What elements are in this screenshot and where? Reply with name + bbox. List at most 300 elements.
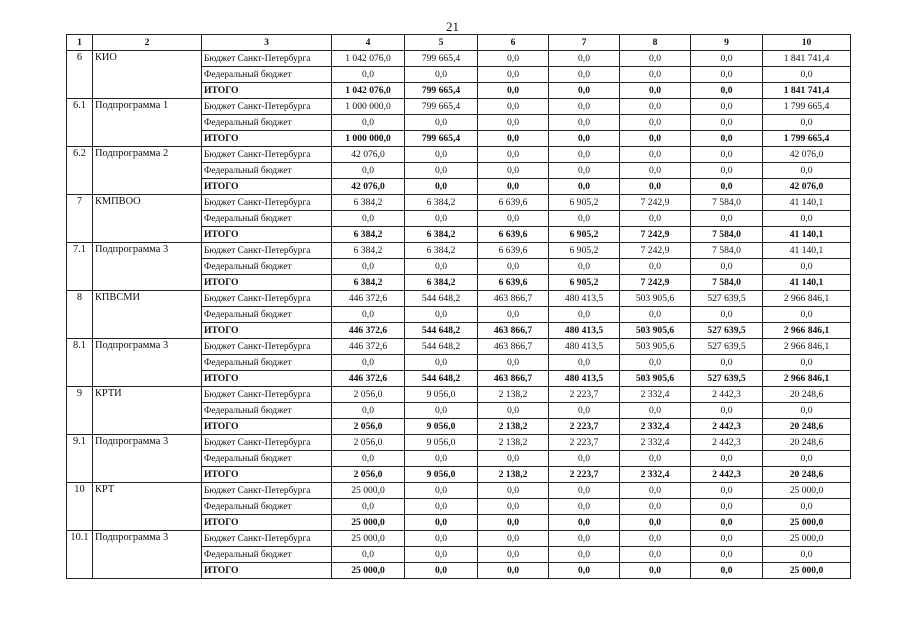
amount-cell: 544 648,2: [405, 323, 478, 339]
amount-cell: 0,0: [620, 99, 691, 115]
table-row: [67, 291, 851, 307]
amount-cell: 2 442,3: [691, 419, 763, 435]
amount-cell: 0,0: [405, 451, 478, 467]
program-name: Подпрограмма 1: [93, 99, 202, 147]
amount-cell: 2 332,4: [620, 467, 691, 483]
amount-cell: 0,0: [478, 451, 549, 467]
amount-cell: 446 372,6: [332, 371, 405, 387]
column-header: 1: [67, 35, 93, 51]
funding-source: ИТОГО: [202, 179, 332, 195]
amount-cell: 0,0: [763, 403, 851, 419]
column-header: 9: [691, 35, 763, 51]
amount-cell: 0,0: [549, 115, 620, 131]
amount-cell: 0,0: [691, 451, 763, 467]
amount-cell: 0,0: [478, 531, 549, 547]
amount-cell: 2 138,2: [478, 435, 549, 451]
amount-cell: 480 413,5: [549, 371, 620, 387]
amount-cell: 463 866,7: [478, 371, 549, 387]
amount-cell: 20 248,6: [763, 419, 851, 435]
row-number: 7.1: [67, 243, 93, 291]
program-name: КРТИ: [93, 387, 202, 435]
amount-cell: 0,0: [478, 403, 549, 419]
amount-cell: 463 866,7: [478, 323, 549, 339]
amount-cell: 0,0: [763, 451, 851, 467]
funding-source: ИТОГО: [202, 323, 332, 339]
amount-cell: 20 248,6: [763, 387, 851, 403]
amount-cell: 0,0: [691, 563, 763, 579]
funding-source: Федеральный бюджет: [202, 163, 332, 179]
amount-cell: 0,0: [763, 547, 851, 563]
amount-cell: 0,0: [620, 67, 691, 83]
program-name: Подпрограмма 3: [93, 531, 202, 579]
amount-cell: 6 905,2: [549, 275, 620, 291]
amount-cell: 0,0: [691, 259, 763, 275]
amount-cell: 799 665,4: [405, 51, 478, 67]
amount-cell: 0,0: [478, 259, 549, 275]
funding-source: Федеральный бюджет: [202, 115, 332, 131]
funding-source: Федеральный бюджет: [202, 499, 332, 515]
amount-cell: 0,0: [620, 499, 691, 515]
funding-source: Бюджет Санкт-Петербурга: [202, 147, 332, 163]
column-header: 5: [405, 35, 478, 51]
amount-cell: 20 248,6: [763, 467, 851, 483]
amount-cell: 7 584,0: [691, 243, 763, 259]
amount-cell: 42 076,0: [332, 147, 405, 163]
amount-cell: 0,0: [478, 563, 549, 579]
amount-cell: 6 384,2: [332, 243, 405, 259]
funding-source: ИТОГО: [202, 563, 332, 579]
amount-cell: 0,0: [763, 499, 851, 515]
funding-source: Федеральный бюджет: [202, 451, 332, 467]
amount-cell: 6 384,2: [405, 227, 478, 243]
amount-cell: 2 966 846,1: [763, 371, 851, 387]
amount-cell: 0,0: [620, 515, 691, 531]
amount-cell: 0,0: [549, 131, 620, 147]
amount-cell: 463 866,7: [478, 339, 549, 355]
table-body: [67, 51, 851, 579]
amount-cell: 9 056,0: [405, 387, 478, 403]
amount-cell: 446 372,6: [332, 291, 405, 307]
amount-cell: 0,0: [332, 307, 405, 323]
column-header: 7: [549, 35, 620, 51]
amount-cell: 0,0: [549, 99, 620, 115]
amount-cell: 1 000 000,0: [332, 99, 405, 115]
amount-cell: 0,0: [763, 67, 851, 83]
amount-cell: 0,0: [620, 355, 691, 371]
amount-cell: 0,0: [691, 99, 763, 115]
table-row: [67, 387, 851, 403]
funding-source: Бюджет Санкт-Петербурга: [202, 387, 332, 403]
amount-cell: 0,0: [549, 67, 620, 83]
amount-cell: 0,0: [620, 563, 691, 579]
row-number: 6.2: [67, 147, 93, 195]
program-name: КПВСМИ: [93, 291, 202, 339]
amount-cell: 799 665,4: [405, 83, 478, 99]
amount-cell: 41 140,1: [763, 243, 851, 259]
amount-cell: 0,0: [478, 83, 549, 99]
amount-cell: 0,0: [620, 147, 691, 163]
amount-cell: 480 413,5: [549, 323, 620, 339]
amount-cell: 0,0: [549, 179, 620, 195]
amount-cell: 41 140,1: [763, 195, 851, 211]
amount-cell: 6 905,2: [549, 243, 620, 259]
table-row: [67, 99, 851, 115]
funding-source: Бюджет Санкт-Петербурга: [202, 339, 332, 355]
funding-source: Бюджет Санкт-Петербурга: [202, 243, 332, 259]
amount-cell: 0,0: [549, 403, 620, 419]
amount-cell: 7 242,9: [620, 227, 691, 243]
amount-cell: 480 413,5: [549, 291, 620, 307]
row-number: 10.1: [67, 531, 93, 579]
amount-cell: 0,0: [620, 51, 691, 67]
amount-cell: 799 665,4: [405, 99, 478, 115]
amount-cell: 0,0: [405, 147, 478, 163]
program-name: КИО: [93, 51, 202, 99]
amount-cell: 0,0: [620, 179, 691, 195]
amount-cell: 0,0: [620, 115, 691, 131]
funding-source: Федеральный бюджет: [202, 403, 332, 419]
funding-source: Бюджет Санкт-Петербурга: [202, 291, 332, 307]
amount-cell: 0,0: [691, 483, 763, 499]
amount-cell: 0,0: [549, 499, 620, 515]
amount-cell: 0,0: [549, 259, 620, 275]
amount-cell: 6 639,6: [478, 243, 549, 259]
amount-cell: 0,0: [691, 163, 763, 179]
program-name: Подпрограмма 3: [93, 243, 202, 291]
funding-source: Бюджет Санкт-Петербурга: [202, 51, 332, 67]
amount-cell: 1 841 741,4: [763, 83, 851, 99]
amount-cell: 6 639,6: [478, 227, 549, 243]
amount-cell: 7 584,0: [691, 275, 763, 291]
amount-cell: 0,0: [763, 211, 851, 227]
amount-cell: 0,0: [405, 211, 478, 227]
program-name: Подпрограмма 2: [93, 147, 202, 195]
amount-cell: 25 000,0: [763, 531, 851, 547]
amount-cell: 2 442,3: [691, 435, 763, 451]
amount-cell: 0,0: [332, 211, 405, 227]
amount-cell: 2 966 846,1: [763, 339, 851, 355]
program-name: КРТ: [93, 483, 202, 531]
amount-cell: 2 056,0: [332, 467, 405, 483]
amount-cell: 0,0: [332, 499, 405, 515]
amount-cell: 41 140,1: [763, 275, 851, 291]
funding-source: ИТОГО: [202, 419, 332, 435]
amount-cell: 6 384,2: [332, 275, 405, 291]
amount-cell: 0,0: [332, 403, 405, 419]
amount-cell: 6 905,2: [549, 195, 620, 211]
row-number: 9.1: [67, 435, 93, 483]
funding-source: ИТОГО: [202, 83, 332, 99]
amount-cell: 1 000 000,0: [332, 131, 405, 147]
amount-cell: 0,0: [478, 51, 549, 67]
amount-cell: 0,0: [691, 515, 763, 531]
amount-cell: 25 000,0: [763, 563, 851, 579]
amount-cell: 6 384,2: [405, 243, 478, 259]
amount-cell: 446 372,6: [332, 323, 405, 339]
amount-cell: 2 056,0: [332, 387, 405, 403]
amount-cell: 1 042 076,0: [332, 83, 405, 99]
amount-cell: 25 000,0: [763, 515, 851, 531]
amount-cell: 0,0: [620, 547, 691, 563]
amount-cell: 0,0: [691, 531, 763, 547]
amount-cell: 0,0: [691, 355, 763, 371]
amount-cell: 1 042 076,0: [332, 51, 405, 67]
amount-cell: 544 648,2: [405, 371, 478, 387]
amount-cell: 0,0: [478, 67, 549, 83]
amount-cell: 0,0: [478, 211, 549, 227]
amount-cell: 527 639,5: [691, 339, 763, 355]
amount-cell: 0,0: [620, 531, 691, 547]
amount-cell: 0,0: [405, 67, 478, 83]
amount-cell: 0,0: [549, 451, 620, 467]
amount-cell: 2 223,7: [549, 387, 620, 403]
amount-cell: 0,0: [549, 547, 620, 563]
amount-cell: 0,0: [332, 115, 405, 131]
table-row: [67, 51, 851, 67]
amount-cell: 6 384,2: [405, 195, 478, 211]
amount-cell: 42 076,0: [763, 147, 851, 163]
amount-cell: 7 584,0: [691, 195, 763, 211]
amount-cell: 0,0: [405, 531, 478, 547]
page-number: 21: [446, 19, 459, 34]
funding-source: Федеральный бюджет: [202, 211, 332, 227]
amount-cell: 2 223,7: [549, 435, 620, 451]
amount-cell: 7 242,9: [620, 243, 691, 259]
funding-source: Федеральный бюджет: [202, 547, 332, 563]
amount-cell: 446 372,6: [332, 339, 405, 355]
amount-cell: 25 000,0: [763, 483, 851, 499]
amount-cell: 0,0: [620, 163, 691, 179]
amount-cell: 0,0: [691, 211, 763, 227]
amount-cell: 7 584,0: [691, 227, 763, 243]
amount-cell: 2 138,2: [478, 419, 549, 435]
amount-cell: 0,0: [405, 355, 478, 371]
amount-cell: 9 056,0: [405, 467, 478, 483]
table-row: [67, 339, 851, 355]
amount-cell: 527 639,5: [691, 323, 763, 339]
amount-cell: 2 966 846,1: [763, 323, 851, 339]
funding-source: ИТОГО: [202, 515, 332, 531]
amount-cell: 1 799 665,4: [763, 131, 851, 147]
amount-cell: 6 384,2: [332, 227, 405, 243]
table-row: [67, 195, 851, 211]
table-row: [67, 531, 851, 547]
amount-cell: 7 242,9: [620, 275, 691, 291]
funding-source: ИТОГО: [202, 467, 332, 483]
funding-source: Федеральный бюджет: [202, 67, 332, 83]
amount-cell: 0,0: [620, 307, 691, 323]
amount-cell: 0,0: [620, 131, 691, 147]
amount-cell: 0,0: [478, 499, 549, 515]
row-number: 6: [67, 51, 93, 99]
amount-cell: 0,0: [549, 515, 620, 531]
amount-cell: 0,0: [332, 451, 405, 467]
amount-cell: 6 639,6: [478, 195, 549, 211]
amount-cell: 0,0: [478, 307, 549, 323]
program-name: КМПВОО: [93, 195, 202, 243]
amount-cell: 2 223,7: [549, 467, 620, 483]
amount-cell: 7 242,9: [620, 195, 691, 211]
amount-cell: 503 905,6: [620, 339, 691, 355]
amount-cell: 2 332,4: [620, 435, 691, 451]
amount-cell: 2 223,7: [549, 419, 620, 435]
funding-source: ИТОГО: [202, 275, 332, 291]
row-number: 6.1: [67, 99, 93, 147]
amount-cell: 0,0: [478, 483, 549, 499]
amount-cell: 527 639,5: [691, 371, 763, 387]
amount-cell: 0,0: [332, 163, 405, 179]
amount-cell: 0,0: [620, 211, 691, 227]
amount-cell: 0,0: [620, 483, 691, 499]
funding-source: ИТОГО: [202, 227, 332, 243]
amount-cell: 463 866,7: [478, 291, 549, 307]
header-row: [67, 35, 851, 51]
amount-cell: 0,0: [691, 83, 763, 99]
amount-cell: 0,0: [405, 115, 478, 131]
table-row: [67, 483, 851, 499]
amount-cell: 0,0: [478, 515, 549, 531]
amount-cell: 2 442,3: [691, 387, 763, 403]
column-header: 10: [763, 35, 851, 51]
amount-cell: 9 056,0: [405, 435, 478, 451]
amount-cell: 6 639,6: [478, 275, 549, 291]
amount-cell: 0,0: [332, 259, 405, 275]
amount-cell: 0,0: [405, 403, 478, 419]
amount-cell: 0,0: [763, 259, 851, 275]
amount-cell: 1 841 741,4: [763, 51, 851, 67]
amount-cell: 0,0: [478, 131, 549, 147]
amount-cell: 0,0: [405, 499, 478, 515]
amount-cell: 0,0: [691, 115, 763, 131]
budget-table: [66, 34, 851, 579]
amount-cell: 2 138,2: [478, 467, 549, 483]
funding-source: Федеральный бюджет: [202, 259, 332, 275]
amount-cell: 0,0: [478, 147, 549, 163]
amount-cell: 0,0: [549, 51, 620, 67]
amount-cell: 0,0: [405, 179, 478, 195]
funding-source: Бюджет Санкт-Петербурга: [202, 99, 332, 115]
row-number: 10: [67, 483, 93, 531]
amount-cell: 0,0: [478, 163, 549, 179]
funding-source: Федеральный бюджет: [202, 307, 332, 323]
amount-cell: 0,0: [691, 147, 763, 163]
amount-cell: 503 905,6: [620, 291, 691, 307]
amount-cell: 503 905,6: [620, 371, 691, 387]
funding-source: Бюджет Санкт-Петербурга: [202, 531, 332, 547]
amount-cell: 480 413,5: [549, 339, 620, 355]
amount-cell: 0,0: [405, 259, 478, 275]
amount-cell: 503 905,6: [620, 323, 691, 339]
program-name: Подпрограмма 3: [93, 435, 202, 483]
funding-source: ИТОГО: [202, 371, 332, 387]
amount-cell: 9 056,0: [405, 419, 478, 435]
amount-cell: 799 665,4: [405, 131, 478, 147]
table-row: [67, 147, 851, 163]
amount-cell: 1 799 665,4: [763, 99, 851, 115]
amount-cell: 0,0: [691, 499, 763, 515]
amount-cell: 544 648,2: [405, 291, 478, 307]
row-number: 7: [67, 195, 93, 243]
amount-cell: 0,0: [691, 403, 763, 419]
amount-cell: 0,0: [691, 307, 763, 323]
amount-cell: 0,0: [549, 355, 620, 371]
table-row: [67, 435, 851, 451]
amount-cell: 0,0: [478, 179, 549, 195]
amount-cell: 2 138,2: [478, 387, 549, 403]
amount-cell: 2 966 846,1: [763, 291, 851, 307]
column-header: 2: [93, 35, 202, 51]
amount-cell: 0,0: [549, 531, 620, 547]
amount-cell: 527 639,5: [691, 291, 763, 307]
amount-cell: 0,0: [549, 211, 620, 227]
amount-cell: 0,0: [763, 307, 851, 323]
amount-cell: 0,0: [549, 147, 620, 163]
amount-cell: 6 384,2: [332, 195, 405, 211]
amount-cell: 0,0: [620, 403, 691, 419]
amount-cell: 0,0: [405, 547, 478, 563]
amount-cell: 0,0: [332, 355, 405, 371]
amount-cell: 6 384,2: [405, 275, 478, 291]
amount-cell: 0,0: [332, 67, 405, 83]
amount-cell: 0,0: [620, 259, 691, 275]
amount-cell: 0,0: [332, 547, 405, 563]
funding-source: Бюджет Санкт-Петербурга: [202, 435, 332, 451]
amount-cell: 0,0: [405, 163, 478, 179]
amount-cell: 42 076,0: [763, 179, 851, 195]
amount-cell: 0,0: [478, 115, 549, 131]
amount-cell: 6 905,2: [549, 227, 620, 243]
amount-cell: 25 000,0: [332, 563, 405, 579]
funding-source: Бюджет Санкт-Петербурга: [202, 483, 332, 499]
amount-cell: 0,0: [549, 483, 620, 499]
funding-source: ИТОГО: [202, 131, 332, 147]
row-number: 9: [67, 387, 93, 435]
amount-cell: 2 332,4: [620, 387, 691, 403]
column-header: 6: [478, 35, 549, 51]
amount-cell: 0,0: [478, 99, 549, 115]
column-header: 8: [620, 35, 691, 51]
amount-cell: 0,0: [478, 355, 549, 371]
amount-cell: 0,0: [763, 163, 851, 179]
amount-cell: 0,0: [691, 547, 763, 563]
amount-cell: 25 000,0: [332, 531, 405, 547]
amount-cell: 0,0: [691, 67, 763, 83]
amount-cell: 2 442,3: [691, 467, 763, 483]
amount-cell: 0,0: [405, 515, 478, 531]
amount-cell: 25 000,0: [332, 515, 405, 531]
amount-cell: 0,0: [763, 355, 851, 371]
column-header: 3: [202, 35, 332, 51]
amount-cell: 0,0: [549, 83, 620, 99]
amount-cell: 0,0: [549, 163, 620, 179]
amount-cell: 0,0: [763, 115, 851, 131]
row-number: 8: [67, 291, 93, 339]
amount-cell: 0,0: [405, 307, 478, 323]
amount-cell: 0,0: [549, 307, 620, 323]
program-name: Подпрограмма 3: [93, 339, 202, 387]
amount-cell: 2 056,0: [332, 419, 405, 435]
amount-cell: 0,0: [620, 83, 691, 99]
funding-source: Федеральный бюджет: [202, 355, 332, 371]
amount-cell: 42 076,0: [332, 179, 405, 195]
table-row: [67, 243, 851, 259]
amount-cell: 41 140,1: [763, 227, 851, 243]
amount-cell: 25 000,0: [332, 483, 405, 499]
amount-cell: 0,0: [405, 483, 478, 499]
amount-cell: 2 332,4: [620, 419, 691, 435]
funding-source: Бюджет Санкт-Петербурга: [202, 195, 332, 211]
amount-cell: 0,0: [549, 563, 620, 579]
